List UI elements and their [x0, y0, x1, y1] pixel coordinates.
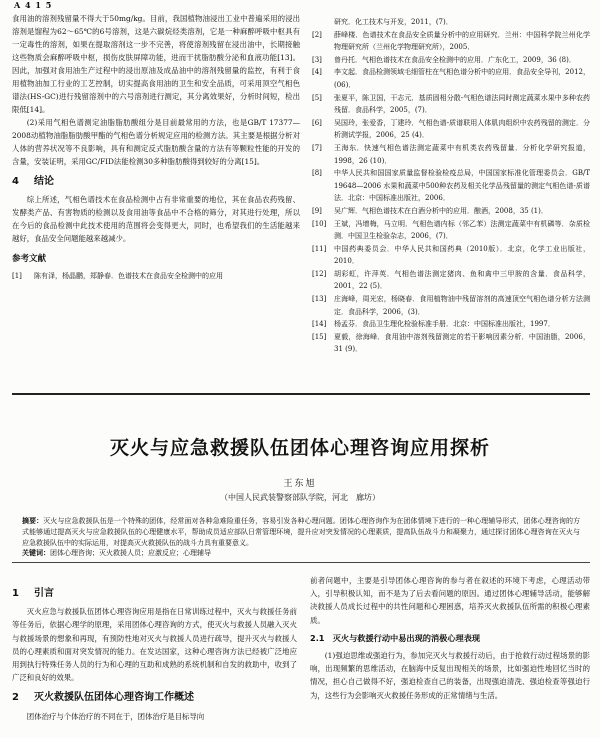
paragraph: (2)采用气相色谱测定油脂脂肪酸组分是目前最常用的方法，也是GB/T 17377—2008动植物油脂脂肪酸甲酯的气相色谱分析规定应用的检测方法。其主要是根据分析对人体的营养状况等不良影响，具有和测定反式脂肪酸含量的方法有等颗粒性能的开发的含量，安装证明，采用GC/FID法能检测30多种脂肪酸得到较好的分离[15]。	[12, 118, 300, 166]
article-affiliation: （中国人民武装警察部队学院，河北 廊坊）	[220, 493, 380, 502]
keywords-text: 团体心理咨询；灭火救援人员；应激反应；心理辅导	[50, 549, 211, 557]
subsection-heading: 2.1 灭火与救援行动中易出现的消极心理表现	[310, 632, 481, 643]
reference-text: 夏毅，徐海峰．食用油中溶剂残留测定的若干影响因素分析．中国油脂，2006，31 (9)．	[334, 332, 590, 354]
section-title: 引言	[34, 588, 54, 599]
reference-text: 研究．化工技术与开发，2011，(7)．	[334, 18, 453, 26]
reference-number: [2]	[312, 30, 322, 39]
reference-item	[312, 29, 590, 54]
reference-number: [1]	[12, 272, 22, 280]
article-title: 灭火与应急救援队伍团体心理咨询应用探析	[109, 437, 490, 459]
reference-item	[312, 243, 590, 268]
reference-text: 王斌，冯增梅，马立明．气相色谱内标（邻乙苯）法测定蔬菜中有机磷等．杂质检测．中国卫生检验杂志，2006，(7)．	[334, 219, 590, 241]
reference-number: [3]	[312, 55, 322, 64]
reference-item	[312, 268, 590, 293]
reference-item	[312, 16, 590, 29]
abstract-label: 摘要：	[22, 517, 44, 525]
reference-number: [7]	[312, 143, 322, 152]
paragraph: 前者问题中，主要是引导团体心理咨询的参与者在叙述的环境下考虑，心理活动带入，引导积极认知，而不是为了后去看问题的原因。通过团体心理辅导活动，能够解决救援人员成长过程中的共性问题和心理困惑，培养灭火救援队伍所需的积极心理素质。	[310, 576, 590, 625]
reference-number: [13]	[312, 295, 327, 304]
reference-item	[312, 205, 590, 218]
reference-number: [5]	[312, 93, 322, 102]
reference-text: 吴广辉．气相色谱技术在白酒分析中的应用．酿酒，2008，35 (1)．	[334, 206, 548, 215]
reference-text: 中国药典委员会．中华人民共和国药典（2010版）．北京，化学工业出版社，2010．	[334, 244, 590, 266]
reference-item	[312, 331, 590, 356]
intro-text: 灭火应急与救援队伍团体心理咨询应用是指在日常训练过程中，灭火与救援任务前等任务后，依据心理学的原理，采用团体心理咨询的方式，使灭火与救援人员融入灭火与救援场景的想象和再现，有预防性地对灭火与救援人员进行疏导，提升灭火与救援人员的心理素质和面对突发情况的能力。在发达国家，这种心理咨询方法已经被广泛地应用到执行特殊任务人员的行为和心理的互助和成熟的系统机制和自发的救助中，收到了广泛和良好的效果。	[12, 607, 297, 683]
reference-item	[312, 293, 590, 318]
reference-text: 王海东．快速气相色谱法测定蔬菜中有机类农药残留量．分析化学研究报道，1998，26 (10)．	[334, 143, 590, 165]
keywords-label: 关键词：	[22, 549, 50, 557]
reference-item	[312, 66, 590, 91]
subsection-text: (1)强迫思维或强迫行为，参加完灭火与救援行动后，由于抢救行动过程场景的影响，出现频繁的思维活动，在脑海中反复出现相关的场景，比如强迫性地回忆当时的情况，担心自己做得不好，强迫检查自己的装备，出现强迫清洗、强迫检查等强迫行为，这些行为会影响灭火救援任务形成的正常情绪与生活。	[310, 651, 590, 700]
reference-text: 吴国玲，张爱香，丁建玲．气相色谱-质谱联用人体肌肉组织中农药残留的测定．分析测试学报，2006，25 (4)．	[334, 118, 590, 140]
reference-number: [12]	[312, 269, 327, 278]
reference-text: 曾丹托．气相色谱技术在食品安全检测中的应用．广东化工，2009，36 (8)．	[334, 55, 576, 64]
reference-number: [15]	[312, 332, 327, 341]
section-title: 结论	[34, 176, 54, 187]
left-column	[12, 12, 300, 283]
reference-item	[312, 167, 590, 205]
reference-text: 中华人民共和国国家质量监督检验检疫总局，中国国家标准化管理委员会．GB/T 19648—2006 水果和蔬菜中500种农药及相关化学品残留量的测定气相色谱-质谱法．北京：中国标准出版社，2006．	[334, 169, 590, 203]
reference-number: [8]	[312, 169, 322, 178]
abstract-text: 灭火与应急救援队伍是一个特殊的团体，经常面对各种急难险重任务，容易引发各种心理问题。团体心理咨询作为在团体情境下进行的一种心理辅导形式，团体心理咨询的方式能够通过提高灭火与应急救援队伍的心理健康水平，帮助成员适应部队日常管理环境，提升应对突发情况的心理素质，提高队伍战斗力和凝聚力，通过探讨团体心理咨询在灭火与应急救援队伍中的实际运用，对提高灭火救援队伍的战斗力具有重要意义。	[22, 517, 581, 547]
reference-number: [11]	[312, 244, 327, 253]
reference-text: 张夏平，陈卫国，干志元．基质固相分散-气相色谱法同时测定蔬菜水果中多种农药残留．食品科学，2005，(7)．	[334, 93, 590, 115]
section-heading-intro	[12, 587, 297, 600]
section-number: 4	[12, 176, 19, 187]
reference-number: [10]	[312, 219, 327, 228]
reference-item	[312, 117, 590, 142]
article-author: 王东旭	[283, 479, 317, 489]
section-number: 2	[12, 692, 19, 704]
reference-text: 薛峰楼．色谱技术在食品安全质量分析中的应用研究．兰州：中国科学院兰州化学物理研究所（兰州化学物理研究所），2005．	[334, 30, 590, 52]
abstract-divider	[12, 562, 590, 563]
paragraph: 食用油的溶剂残留量不得大于50mg/kg。目前，我国植物油浸出工业中普遍采用的浸出溶剂是馏程为62～65℃的6号溶剂，这是六碳烷烃类溶剂，它是一种麻醉呼吸中枢具有一定毒性的溶剂，如果在提取溶剂这一步不完善，将使溶剂残留在浸出油中，长期接触这些物质会麻醉呼吸中枢，损伤皮肤屏障功能，进而干扰脂肪酸分泌和血液功能[13]。因此，加强对食用油生产过程中的浸出原油及成品油中的溶剂残留量的监控，有利于食用植物油加工行业的工艺控制，切实提高食用油的卫生和安全品质，可采用顶空气相色谱法(HS-GC)进行残留溶剂中的六号溶剂进行测定，其分离效果好，分析时间短，检出限低[14]。	[12, 14, 300, 114]
article-divider	[12, 393, 590, 395]
reference-item	[312, 54, 590, 67]
reference-number	[312, 16, 334, 29]
conclusion-heading	[12, 175, 300, 188]
reference-text: 庄海峰，周光宏，杨晓春．食用植物油中残留溶剂的高速顶空气相色谱分析方法测定．食品科学，2006，(3)．	[334, 295, 590, 316]
reference-item	[312, 318, 590, 331]
body-right-column	[310, 574, 590, 702]
section-number: 1	[12, 588, 19, 599]
reference-item	[12, 270, 300, 283]
reference-text: 杨孟芬．食品卫生理化检验标准手册．北京：中国标准出版社，1997．	[334, 320, 555, 329]
reference-number: [14]	[312, 320, 327, 329]
reference-number: [6]	[312, 118, 322, 127]
body-left-column	[12, 580, 297, 723]
reference-number: [4]	[312, 68, 322, 77]
keywords	[22, 548, 580, 558]
overview-text: 团体治疗与个体治疗的不同在于，团体治疗是目标导向	[26, 711, 205, 721]
section-heading-overview	[12, 691, 297, 704]
reference-number: [9]	[312, 206, 322, 215]
running-head: A 4 1 5	[14, 0, 53, 10]
reference-item	[312, 142, 590, 167]
reference-item	[312, 218, 590, 243]
section-title: 灭火救援队伍团体心理咨询工作概述	[34, 692, 194, 704]
reference-text: 胡彩虹，许萍英．气相色谱法测定猪肉、鱼和禽中三甲胺的含量．食品科学，2001，22 (5)．	[334, 269, 590, 291]
reference-text: 陈有泽，杨晶鹏，郑静春．色谱技术在食品安全检测中的应用	[34, 272, 223, 280]
abstract	[22, 516, 580, 549]
reference-item	[312, 92, 590, 117]
reference-text: 李文起．食品检测领域毛细管柱在气相色谱分析中的应用．食品安全导刊，2012，(06)．	[334, 68, 590, 89]
references-heading: 参考文献	[12, 254, 47, 264]
right-column-references	[312, 16, 590, 356]
conclusion-text: 综上所述，气相色谱技术在食品检测中占有非常重要的地位，其在食品农药残留、发酵类产品、有害物质的检测以及食用油等食品中不合格的筛分，对其进行处理，所以在今后的食品检测中此技术使用的范围将会变得更大，同时，也希望我们的生活能越来越好，食品安全问题能越来越减少。	[12, 195, 300, 243]
